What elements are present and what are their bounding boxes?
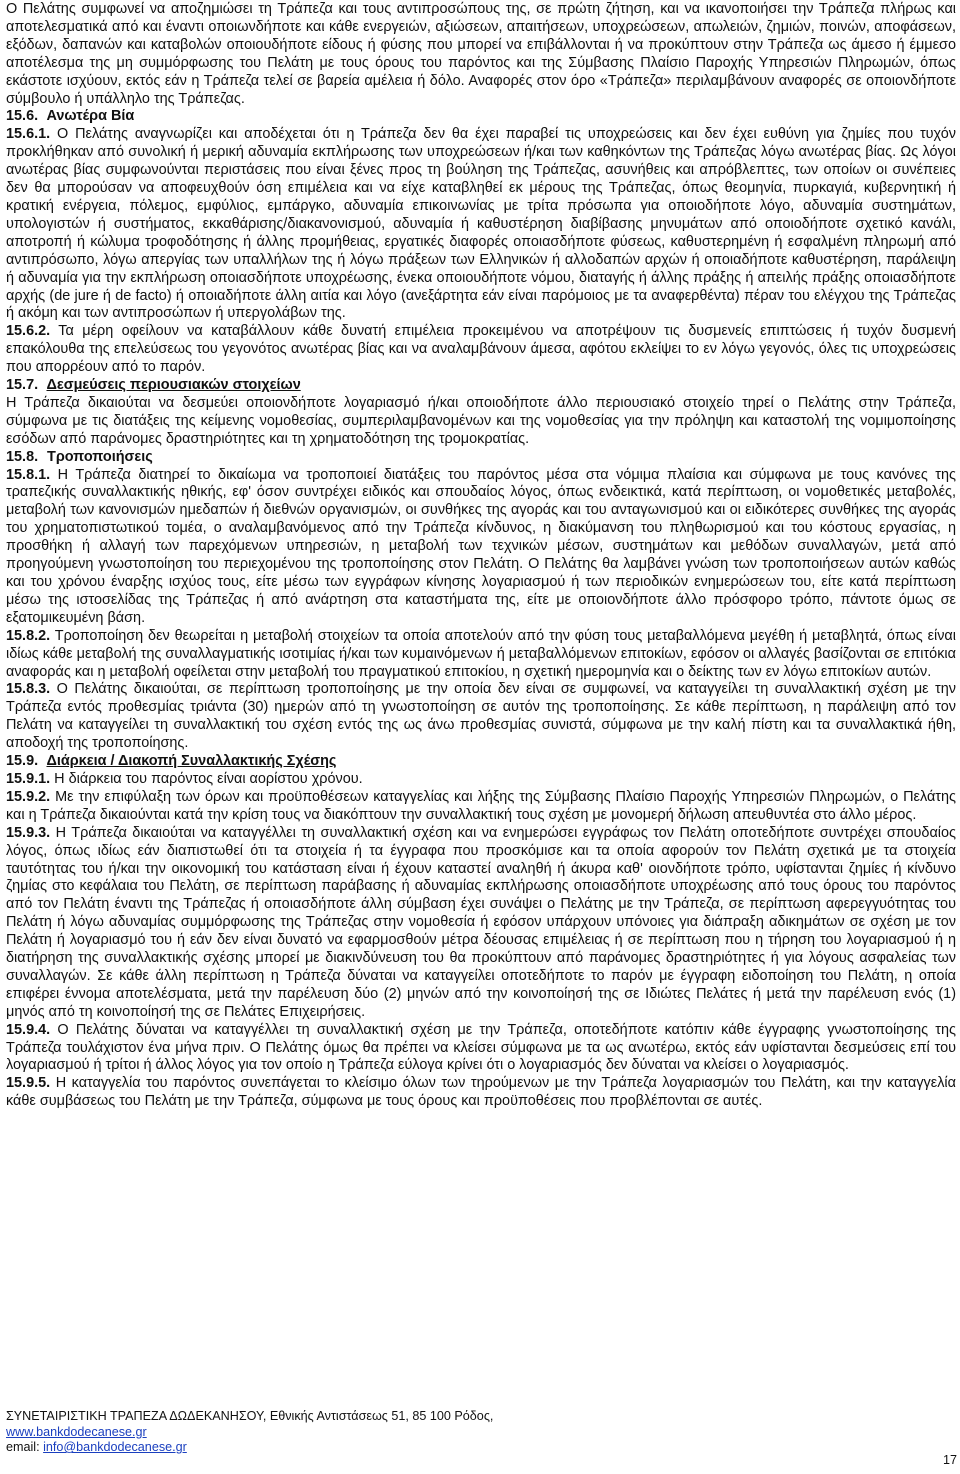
paragraph-15-9-3 [6,825,956,1022]
section-number: 15.9. [6,753,39,770]
paragraph-text: Με την επιφύλαξη των όρων και προϋποθέσεων καταγγελίας και λήξης της Σύμβασης Πλαίσιο Παροχής Υπηρεσιών Πληρωμών, ο Πελάτης και η Τράπεζα δικαιούνται κατά την κρίση τους να διακόπτουν την συναλλακτική τους σχέση με μονομερή δήλωση απευθυντέα στο άλλο μέρος. [6,788,956,823]
paragraph-text: Ο Πελάτης αναγνωρίζει και αποδέχεται ότι η Τράπεζα δεν θα έχει παραβεί τις υποχρεώσεις και δεν έχει ευθύνη για ζημίες που τυχόν προκλήθηκαν από συνολική ή μερική αδυναμία εκπλήρωσης των υποχρεώσεων ή/και των καθηκόντων της Τράπεζας λόγω ανωτέρας βίας. Ως λόγοι ανωτέρας βίας συμφωνούνται περιστάσεις που είναι ξένες προς τη βούληση της Τράπεζας, ασυνήθεις και απρόβλεπτες, των οποίων οι συνέπειες δεν θα μπορούσαν να αποφευχθούν όση επιμέλεια και να είχε καταβληθεί εκ μέρους της Τράπεζας, όπως θεομηνία, πυρκαγιά, κυβερνητική ή κρατική ενέργεια, πόλεμος, εμφύλιος, εμπάργκο, αδυναμία επικοινωνίας με τρίτα πρόσωπα για οποιοδήποτε λόγο, αδυναμία συστημάτων, υπολογιστών ή συστήματος, εκκαθάρισης/διακανονισμού, αδυναμία ή καθυστέρηση διαβίβασης μηνυμάτων από οποιοδήποτε σχετικό κανάλι, αποτροπή ή κώλυμα τροφοδότησης ή άλλης προμήθειας, εργατικές διαφορές οποιασδήποτε φύσεως, καθυστερημένη ή εσφαλμένη πληρωμή από αντιπρόσωπο, λόγω απεργίας των υπαλλήλων της ή λόγω πράξεων των Ελληνικών ή αλλοδαπών αρχών ή οποιαδήποτε καθυστέρηση, παράλειψη ή αδυναμία για την εκπλήρωση οποιασδήποτε υποχρέωσης, ένεκα οποιουδήποτε νόμου, διαταγής ή άλλης πράξης ή απειλής πράξης οποιασδήποτε αρχής (de jure ή de facto) ή οποιαδήποτε άλλη αιτία και λόγο (ανεξάρτητα εάν είναι παρόμοιος με τα αναφερθέντα) πέραν του ελέγχου της Τράπεζας ή ακόμη και των αντιπροσώπων ή υπεργολάβων της. [6,126,956,322]
paragraph-number: 15.9.3. [6,824,51,841]
paragraph-number: 15.6.1. [6,126,51,143]
paragraph-15-6-2 [6,323,956,377]
section-number: 15.7. [6,377,39,394]
paragraph-15-9-1 [6,771,956,789]
page-footer [6,1409,493,1456]
paragraph-text: Ο Πελάτης δικαιούται, σε περίπτωση τροποποίησης με την οποία δεν είναι σε συμφωνεί, να καταγγείλει τη συναλλακτική σχέση με την Τράπεζα εντός προθεσμίας τριάντα (30) ημερών από τη γνωστοποίηση σε αυτόν της τροποποίησης. Σε κάθε περίπτωση, η παράλειψη από τον Πελάτη να καταγγείλει τη συναλλακτική του σχέση εντός της ως άνω προθεσμίας συνιστά, σύμφωνα με την καλή πίστη και τα συναλλακτικά ήθη, αποδοχή της τροποποίησης. [6,681,956,752]
paragraph-text: Τα μέρη οφείλουν να καταβάλλουν κάθε δυνατή επιμέλεια προκειμένου να αποτρέψουν τις δυσμενείς επιπτώσεις ή τυχόν δυσμενή επακόλουθα της επελεύσεως του γεγονότος ανωτέρας βίας και να αναλαμβάνουν άμεσα, αφότου εκλείψει το εν λόγω γεγονός, όλες τις υποχρεώσεις που απορρέουν από το παρόν. [6,323,956,376]
paragraph-text: Η Τράπεζα δικαιούται να καταγγέλλει τη συναλλακτική σχέση και να ενημερώσει εγγράφως τον Πελάτη οποτεδήποτε συντρέχει σπουδαίος λόγος, όπως ιδίως εάν διαπιστωθεί ότι τα στοιχεία ή τα έγγραφα που προσκόμισε και τα οποία αφορούν τον Πελάτη σχετικά με τα στοιχεία ταυτότητας του ή/και την οικονομική του κατάσταση είναι ή έχουν καταστεί αναληθή ή άκυρα καθ' οιονδήποτε τρόπο, υφίστανται ζημίες ή κίνδυνο ζημίας στο κεφάλαια του Πελάτη, σε περίπτωση παράβασης ή αδυναμίας εκπλήρωσης οποιασδήποτε υποχρέωσης από τους όρους του παρόντος από τον Πελάτη έναντι της Τράπεζας ή οποιασδήποτε άλλη σύμβαση έχει συνάψει ο Πελάτης με την Τράπεζα, σε περίπτωση αφερεγγυότητας του Πελάτη ή λόγω αδυναμίας συμμόρφωσης της Τράπεζας στην νομοθεσία ή εφόσον υπάρχουν υπόνοιες για διάπραξη αδικημάτων σε σχέση με τον Πελάτη ή λογαριασμό του ή εάν δεν είναι δυνατό να εφαρμοσθούν μέτρα δέουσας επιμέλειας ή σε περίπτωση που η τήρηση του λογαριασμού ή η διατήρηση της συναλλακτικής σχέσης μπορεί με διακινδύνευση του θα προκύπτουν από παράνομες δραστηριότητες ή για λόγους ασφαλείας των συναλλαγών. Σε κάθε άλλη περίπτωση η Τράπεζα δύναται να καταγγείλει οποτεδήποτε το παρόν με έγγραφη ειδοποίηση του Πελάτη, η οποία επιφέρει έννομα αποτελέσματα, μετά την παρέλευση δύο (2) μηνών από την κοινοποίησή της σε Ιδιώτες Πελάτες ή μετά την παρέλευση ενός (1) μηνός από τη κοινοποίησή της σε Πελάτες Επιχειρήσεις. [6,824,956,1020]
section-title: Δεσμεύσεις περιουσιακών στοιχείων [46,377,301,394]
paragraph-15-8-3 [6,681,956,753]
section-number: 15.8. [6,448,39,465]
paragraph-text: Τροποποίηση δεν θεωρείται η μεταβολή στοιχείων τα οποία αποτελούν από την φύση τους μεταβαλλόμενα μεγέθη ή μεταβλητά, όπως είναι ιδίως κάθε μεταβολή της συναλλαγματικής ισοτιμίας ή/και των κυμαινόμενων ή μεταβαλλόμενων επιτοκίων, εφόσον οι αλλαγές βασίζονται σε επιτόκια αναφοράς και η μεταβολή οφείλεται στην μεταβολή του πραγματικού επιτοκίου, η σχετική ημερομηνία και ο δείκτης των εν λόγω επιτοκίων αυτών. [6,627,956,680]
paragraph-15-8-2 [6,628,956,682]
paragraph-number: 15.8.1. [6,466,51,483]
bank-address: ΣΥΝΕΤΑΙΡΙΣΤΙΚΗ ΤΡΑΠΕΖΑ ΔΩΔΕΚΑΝΗΣΟΥ, Εθνικής Αντιστάσεως 51, 85 100 Ρόδος, [6,1409,494,1423]
paragraph-15-9-5 [6,1075,956,1111]
section-15-8-heading [6,449,956,467]
paragraph-text: Η Τράπεζα διατηρεί το δικαίωμα να τροποποιεί διατάξεις του παρόντος μέσα στα νόμιμα πλαίσια και σύμφωνα με τους κανόνες της τραπεζικής συναλλακτικής ηθικής, εφ' όσον συντρέχει ειδικός και σπουδαίος λόγος, όπως ενδεικτικά, κατά περίπτωση, οι νομοθετικές μεταβολές, μεταβολή των κανονισμών ημεδαπών ή διεθνών οργανισμών, οι συνθήκες της αγοράς και του ανταγωνισμού και οι ειδικότερες συνθήκες της αγοράς του χρηματοπιστωτικού τομέα, ο αναλαμβανόμενος από την Τράπεζα κίνδυνος, η διακύμανση του πληθωρισμού και του κόστους εργασίας, η προσθήκη ή αλλαγή των παρεχόμενων υπηρεσιών, η μεταβολή των τεχνικών μέσων, συστημάτων και μεθόδων συναλλαγών, μετά από προηγούμενη γνωστοποίηση του περιεχομένου της τροποποίησης στον Πελάτη. Ο Πελάτης θα λαμβάνει γνώση των τροποποιήσεων αυτών καθώς και του χρόνου έναρξης ισχύος τους, είτε μέσω των εγγράφων κίνησης λογαριασμού ή των περιοδικών ενημερώσεων του, είτε κατά περίπτωση μέσω της ιστοσελίδας της Τράπεζας ή από ανάρτηση στα καταστήματα της, είτε με οποιονδήποτε άλλο πρόσφορο τρόπο, πάντοτε όμως σε εξατομικευμένη βάση. [6,466,956,626]
document-body [6,1,956,1111]
email-label: email: [6,1440,44,1455]
paragraph-text: Ο Πελάτης δύναται να καταγγέλλει τη συναλλακτική σχέση με την Τράπεζα, οποτεδήποτε κατόπιν κάθε έγγραφης γνωστοποίησης της Τράπεζα τουλάχιστον ένα μήνα πριν. Ο Πελάτης όμως θα πρέπει να κλείσει σύμφωνα με τα ως ανωτέρω, εκτός εάν υφίστανται δεσμεύσεις επί του λογαριασμού ή τρίτοι ή άλλος λόγος για τον οποίο η Τράπεζα εύλογα κρίνει ότι ο λογαριασμός δεν δύναται να κλείσει ο λογαριασμός. [6,1021,956,1074]
page-number: 17 [942,1453,957,1467]
paragraph-text: Η διάρκεια του παρόντος είναι αορίστου χρόνου. [54,770,363,787]
paragraph-15-9-2 [6,789,956,825]
paragraph-number: 15.9.4. [6,1021,51,1038]
section-title: Ανωτέρα Βία [46,108,135,125]
email-link[interactable]: info@bankdodecanese.gr [43,1440,187,1455]
paragraph-number: 15.8.2. [6,627,51,644]
intro-paragraph: Ο Πελάτης συμφωνεί να αποζημιώσει τη Τράπεζα και τους αντιπροσώπους της, σε πρώτη ζήτηση, και να ικανοποιήσει την Τράπεζα πλήρως και αποτελεσματικά από και έναντι οποιωνδήποτε και κάθε ενεργειών, αξιώσεων, απαιτήσεων, υποχρεώσεων, απωλειών, ζημιών, ποινών, αποφάσεων, εξόδων, δαπανών και καταβολών οποιουδήποτε είδους ή φύσης που μπορεί να επιβάλλονται ή να προκύπτουν στην Τράπεζα ως άμεσο ή έμμεσο αποτέλεσμα της μη συμμόρφωσης του Πελάτη με τους όρους του παρόντος και της Σύμβασης Πλαίσιο Παροχής Υπηρεσιών Πληρωμών, όπως εκάστοτε ισχύουν, εκτός εάν η Τράπεζα τελεί σε βαρεία αμέλεια ή δόλο. Αναφορές στον όρο «Τράπεζα» περιλαμβάνουν αναφορές σε οποιονδήποτε σύμβουλο ή υπάλληλο της Τράπεζας. [6,1,956,107]
section-title: Τροποποιήσεις [47,448,153,465]
paragraph-15-8-1 [6,467,956,628]
paragraph-number: 15.6.2. [6,323,51,340]
paragraph-number: 15.8.3. [6,681,51,698]
paragraph-number: 15.9.1. [6,770,51,787]
section-15-9-heading [6,753,956,771]
paragraph-15-6-1 [6,126,956,323]
section-15-6-heading [6,108,956,126]
paragraph-15-7: Η Τράπεζα δικαιούται να δεσμεύει οποιονδήποτε λογαριασμό ή/και οποιοδήποτε άλλο περιουσιακό στοιχείο τηρεί ο Πελάτης στην Τράπεζα, σύμφωνα με τις διατάξεις της κείμενης νομοθεσίας, συμπεριλαμβανομένων και της νομοθεσίας για την πρόληψη και καταστολή της νομιμοποίησης εσόδων από παράνομες δραστηριότητες και τη χρηματοδότηση της τρομοκρατίας. [6,394,956,447]
email-line [6,1440,493,1456]
paragraph-text: Η καταγγελία του παρόντος συνεπάγεται το κλείσιμο όλων των τηρούμενων με την Τράπεζα λογαριασμών του Πελάτη, και την καταγγελία κάθε συμβάσεως του Πελάτη με την Τράπεζα, σύμφωνα με τους όρους και προϋποθέσεις που προβλέπονται σε αυτές. [6,1075,956,1110]
section-15-7-heading [6,377,956,395]
section-number: 15.6. [6,108,39,125]
section-title: Διάρκεια / Διακοπή Συναλλακτικής Σχέσης [46,753,337,770]
paragraph-15-9-4 [6,1022,956,1076]
paragraph-number: 15.9.5. [6,1075,51,1092]
paragraph-number: 15.9.2. [6,788,51,805]
website-link[interactable]: www.bankdodecanese.gr [6,1424,147,1439]
